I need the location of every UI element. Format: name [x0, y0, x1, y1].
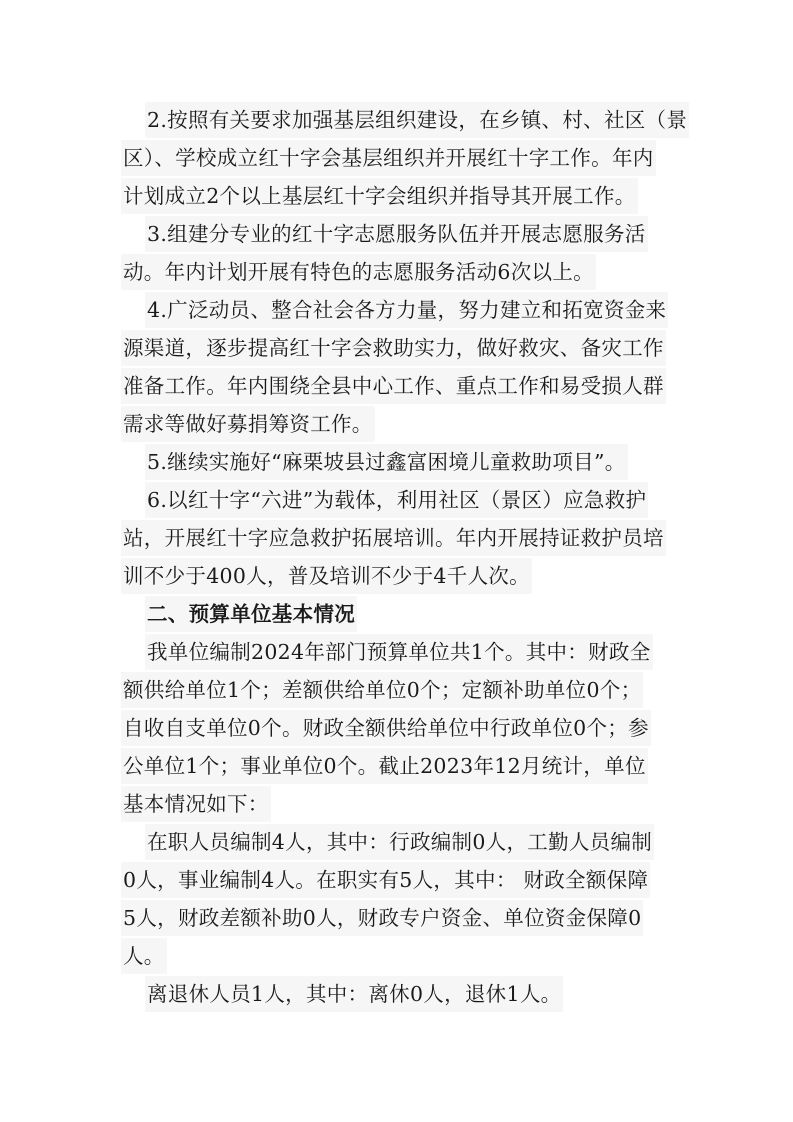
paragraph-2-line-3: 计划成立2个以上基层红十字会组织并指导其开展工作。: [121, 178, 638, 214]
staff-paragraph-line-2: 0人，事业编制4人。在职实有5人，其中： 财政全额保障: [121, 862, 650, 898]
paragraph-2-line-2: 区）、学校成立红十字会基层组织并开展红十字工作。年内: [121, 140, 656, 176]
paragraph-3-line-2: 动。年内计划开展有特色的志愿服务活动6次以上。: [121, 254, 596, 290]
paragraph-4-line-1: 4.广泛动员、整合社会各方力量，努力建立和拓宽资金来: [145, 292, 668, 328]
paragraph-6-line-3: 训不少于400人，普及培训不少于4千人次。: [121, 558, 532, 594]
paragraph-4-line-4: 需求等做好募捐筹资工作。: [121, 406, 375, 442]
paragraph-6-line-2: 站，开展红十字应急救护拓展培训。年内开展持证救护员培: [121, 520, 666, 556]
paragraph-6-line-1: 6.以红十字“六进”为载体，利用社区（景区）应急救护: [145, 482, 648, 518]
staff-paragraph-line-3: 5人，财政差额补助0人，财政专户资金、单位资金保障0: [121, 900, 643, 936]
budget-paragraph-line-2: 额供给单位1个；差额供给单位0个；定额补助单位0个；: [121, 672, 643, 708]
section-heading: 二、预算单位基本情况: [145, 596, 357, 632]
budget-paragraph-line-1: 我单位编制2024年部门预算单位共1个。其中：财政全: [145, 634, 653, 670]
paragraph-3-line-1: 3.组建分专业的红十字志愿服务队伍并开展志愿服务活: [145, 216, 648, 252]
paragraph-4-line-2: 源渠道，逐步提高红十字会救助实力，做好救灾、备灾工作: [121, 330, 666, 366]
budget-paragraph-line-5: 基本情况如下：: [121, 786, 271, 822]
retiree-paragraph-line-1: 离退休人员1人，其中：离休0人，退休1人。: [145, 976, 563, 1012]
paragraph-4-line-3: 准备工作。年内围绕全县中心工作、重点工作和易受损人群: [121, 368, 666, 404]
staff-paragraph-line-4: 人。: [121, 938, 167, 974]
staff-paragraph-line-1: 在职人员编制4人，其中：行政编制0人，工勤人员编制: [145, 824, 654, 860]
paragraph-5-line-1: 5.继续实施好“麻栗坡县过鑫富困境儿童救助项目”。: [145, 444, 628, 480]
budget-paragraph-line-3: 自收自支单位0个。财政全额供给单位中行政单位0个；参: [121, 710, 651, 746]
budget-paragraph-line-4: 公单位1个；事业单位0个。截止2023年12月统计，单位: [121, 748, 648, 784]
paragraph-2-line-1: 2.按照有关要求加强基层组织建设，在乡镇、村、社区（景: [145, 102, 689, 138]
